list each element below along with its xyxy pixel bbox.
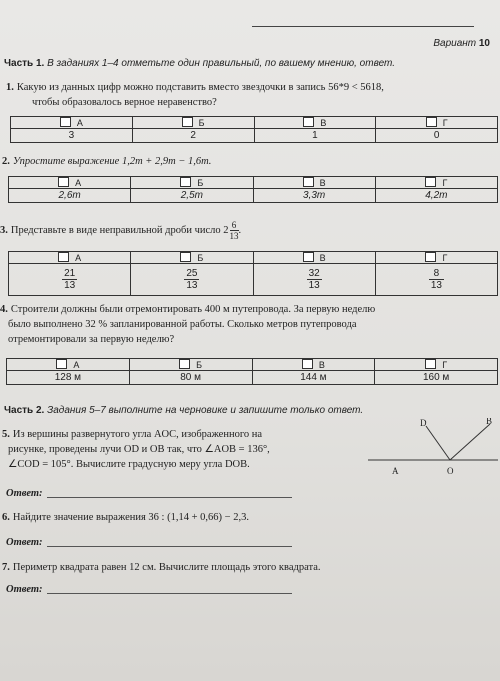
- q3-answer-c: [307, 268, 322, 291]
- q2-answer-d: 4,2m: [375, 189, 497, 203]
- checkbox-icon[interactable]: [425, 359, 436, 369]
- q1-answer-table: [10, 116, 498, 143]
- answer-label: Ответ:: [6, 488, 43, 499]
- q2-answer-b: 2,5m: [131, 189, 253, 203]
- option-label: А: [76, 118, 83, 128]
- q5-answer-field[interactable]: [47, 497, 292, 498]
- checkbox-icon[interactable]: [180, 252, 191, 262]
- q3-frac-den: 13: [229, 231, 239, 241]
- checkbox-icon[interactable]: [182, 117, 193, 127]
- option-label: В: [318, 360, 325, 370]
- q4-option-d[interactable]: [375, 359, 497, 370]
- q5-line3: ∠COD = 105°. Вычислите градусную меру угла DOB.: [8, 459, 250, 470]
- q6-text: Найдите значение выражения 36 : (1,14 + 0,66) − 2,3.: [12, 512, 249, 523]
- q3-answer-d: [429, 268, 444, 291]
- q2-answer-a: 2,6m: [9, 189, 131, 203]
- q1-line1: Какую из данных цифр можно подставить вместо звездочки в запись 56*9 < 5618,: [16, 82, 384, 93]
- question-1: [6, 80, 384, 110]
- frac-num: 21: [64, 268, 76, 279]
- variant-label: [433, 38, 490, 49]
- q4-option-a[interactable]: [7, 359, 129, 370]
- answer-label: Ответ:: [6, 537, 43, 548]
- frac-den: 13: [430, 280, 442, 291]
- q1-option-b[interactable]: [133, 117, 254, 128]
- option-label: Г: [442, 360, 448, 370]
- q6-answer-field[interactable]: [47, 546, 292, 547]
- frac-den: 13: [186, 280, 198, 291]
- checkbox-icon[interactable]: [426, 117, 437, 127]
- q2-option-c[interactable]: [254, 177, 375, 188]
- frac-den: 13: [308, 280, 320, 291]
- q4-answer-d: 160 м: [375, 371, 498, 385]
- q2-answer-c: 3,3m: [253, 189, 375, 203]
- q4-answer-c: 144 м: [252, 371, 375, 385]
- frac-num: 25: [186, 268, 198, 279]
- q2-number: 2.: [2, 156, 10, 167]
- ray-ob: [450, 424, 490, 460]
- q5-line2: рисунке, проведены лучи OD и OB так, что ∠AOB = 136°,: [8, 444, 270, 455]
- q4-answer-a: 128 м: [7, 371, 130, 385]
- q4-answer-table: [6, 358, 498, 385]
- question-7: [2, 560, 321, 575]
- checkbox-icon[interactable]: [303, 177, 314, 187]
- option-label: Б: [196, 360, 203, 370]
- part1-heading: [4, 58, 395, 69]
- q4-number: 4.: [0, 304, 8, 315]
- q4-line1: Строители должны были отремонтировать 400 м путепровода. За первую неделю: [10, 304, 376, 315]
- q3-answer-table: [8, 251, 498, 296]
- q3-text: Представьте в виде неправильной дроби число 2: [10, 224, 229, 236]
- question-4: [0, 302, 375, 347]
- variant-number: 10: [478, 38, 490, 49]
- option-label: Б: [197, 178, 204, 188]
- question-5: [2, 427, 270, 472]
- q3-text-end: .: [238, 224, 242, 236]
- q4-line3: отремонтировали за первую неделю?: [8, 334, 175, 345]
- angle-figure: [362, 418, 498, 484]
- checkbox-icon[interactable]: [303, 252, 314, 262]
- checkbox-icon[interactable]: [302, 359, 313, 369]
- question-6: [2, 510, 249, 525]
- option-label: В: [319, 178, 326, 188]
- part1-title: Часть 1.: [4, 58, 45, 69]
- question-3: [0, 220, 241, 241]
- q2-option-a[interactable]: [9, 177, 130, 188]
- variant-text: Вариант: [433, 38, 477, 49]
- q2-answer-table: [8, 176, 498, 203]
- q2-option-d[interactable]: [376, 177, 497, 188]
- q1-answer-b: 2: [132, 129, 254, 143]
- frac-den: 13: [64, 280, 76, 291]
- q2-option-b[interactable]: [131, 177, 252, 188]
- checkbox-icon[interactable]: [58, 177, 69, 187]
- q3-option-d[interactable]: [376, 252, 497, 263]
- q7-text: Периметр квадрата равен 12 см. Вычислите площадь этого квадрата.: [12, 562, 321, 573]
- answer-label: Ответ:: [6, 584, 43, 595]
- question-2: [2, 154, 211, 169]
- checkbox-icon[interactable]: [303, 117, 314, 127]
- q1-option-c[interactable]: [255, 117, 376, 128]
- q1-answer-c: 1: [254, 129, 376, 143]
- label-a: A: [392, 466, 399, 476]
- option-label: А: [75, 178, 82, 188]
- q1-answer-a: 3: [11, 129, 133, 143]
- option-label: Г: [442, 178, 448, 188]
- q5-number: 5.: [2, 429, 10, 440]
- label-d: D: [420, 418, 427, 428]
- q7-answer-field[interactable]: [47, 593, 292, 594]
- name-line: [252, 26, 474, 27]
- q1-line2: чтобы образовалось верное неравенство?: [32, 97, 217, 108]
- q3-number: 3.: [0, 224, 8, 236]
- checkbox-icon[interactable]: [179, 359, 190, 369]
- label-b: B: [486, 418, 493, 426]
- q4-option-b[interactable]: [130, 359, 252, 370]
- option-label: Б: [198, 118, 205, 128]
- checkbox-icon[interactable]: [180, 177, 191, 187]
- q3-frac-num: 6: [230, 220, 239, 231]
- q3-answer-a: [62, 268, 77, 291]
- checkbox-icon[interactable]: [60, 117, 71, 127]
- q2-text: Упростите выражение 1,2m + 2,9m − 1,6m.: [12, 156, 212, 167]
- checkbox-icon[interactable]: [56, 359, 67, 369]
- option-label: Г: [442, 118, 448, 128]
- q3-answer-b: [184, 268, 199, 291]
- frac-num: 32: [308, 268, 320, 279]
- q3-option-c[interactable]: [254, 252, 375, 263]
- q3-mixed-fraction: [230, 220, 239, 241]
- part2-instruction: Задания 5–7 выполните на черновике и запишите только ответ.: [47, 405, 364, 416]
- option-label: А: [73, 360, 80, 370]
- q1-number: 1.: [6, 82, 14, 93]
- checkbox-icon[interactable]: [58, 252, 69, 262]
- label-o: O: [447, 466, 454, 476]
- frac-num: 8: [429, 268, 444, 280]
- option-label: В: [320, 118, 327, 128]
- option-label: А: [75, 253, 82, 263]
- q6-answer: [6, 537, 292, 548]
- checkbox-icon[interactable]: [425, 252, 436, 262]
- q4-line2: было выполнено 32 % запланированной работы. Сколько метров путепровода: [8, 319, 357, 330]
- option-label: Б: [197, 253, 204, 263]
- q4-answer-b: 80 м: [129, 371, 252, 385]
- option-label: Г: [442, 253, 448, 263]
- ray-od: [426, 426, 450, 460]
- part1-instruction: В заданиях 1–4 отметьте один правильный, по вашему мнению, ответ.: [47, 58, 396, 69]
- option-label: В: [319, 253, 326, 263]
- q1-option-d[interactable]: [376, 117, 497, 128]
- q6-number: 6.: [2, 512, 10, 523]
- part2-title: Часть 2.: [4, 405, 45, 416]
- q1-answer-d: 0: [376, 129, 498, 143]
- q3-option-b[interactable]: [131, 252, 252, 263]
- q5-line1: Из вершины развернутого угла AOC, изображенного на: [12, 429, 263, 440]
- q7-number: 7.: [2, 562, 10, 573]
- checkbox-icon[interactable]: [425, 177, 436, 187]
- part2-heading: [4, 405, 363, 416]
- q3-option-a[interactable]: [9, 252, 130, 263]
- q5-answer: [6, 488, 292, 499]
- q4-option-c[interactable]: [253, 359, 375, 370]
- q7-answer: [6, 584, 292, 595]
- q1-option-a[interactable]: [11, 117, 132, 128]
